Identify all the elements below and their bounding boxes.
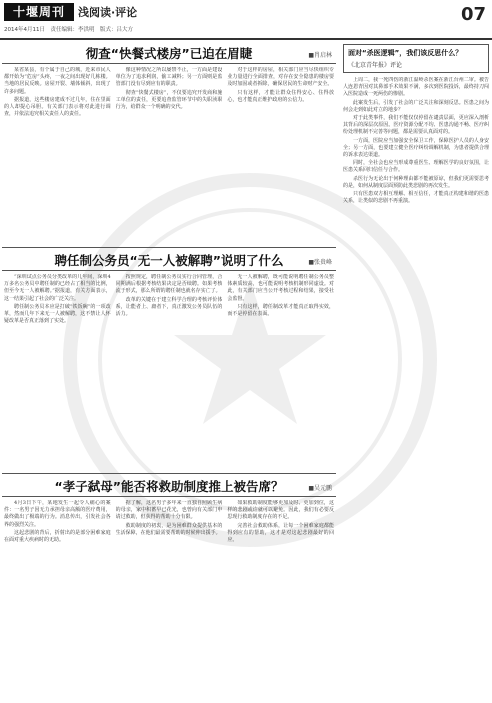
dateline: 2014年4月11日 责任编辑：李洪明 版式：吕大方 bbox=[4, 27, 133, 33]
article-columns bbox=[2, 500, 336, 545]
text-column bbox=[4, 67, 111, 119]
paragraph: 这起悲剧的背后，折射出的是部分困难家庭在面对重大疾病时的无助。 bbox=[4, 529, 111, 544]
divider bbox=[2, 247, 336, 248]
paragraph: 对于这样的房屋，相关部门应当尽快组织专业力量进行全面排查，对存在安全隐患的楼房要及时加固或者拆除，确保居民的生命财产安全。 bbox=[227, 67, 335, 88]
divider bbox=[2, 270, 336, 271]
article-columns bbox=[2, 274, 336, 326]
text-column bbox=[4, 274, 111, 326]
article-byline: ■肖启林 bbox=[308, 52, 332, 59]
text-column bbox=[116, 67, 223, 119]
article-header bbox=[2, 44, 336, 62]
text-column bbox=[4, 500, 111, 545]
paragraph: 只有这样，才能让群众住得安心、住得放心，也才能真正维护政府的公信力。 bbox=[227, 89, 335, 103]
masthead: 十堰周刊 bbox=[4, 3, 74, 21]
sidebar-source: 《北京青年报》评论 bbox=[348, 62, 403, 69]
article-1 bbox=[2, 44, 336, 239]
article-header bbox=[2, 251, 336, 269]
article-headline: “孝子弑母”能否将救助制度推上被告席？ bbox=[54, 479, 284, 494]
paragraph: 此案发生后，引发了社会的广泛关注和深刻反思。医患之间为何会走到如此对立的地步？ bbox=[343, 99, 489, 113]
article-byline: ■张贵峰 bbox=[308, 259, 332, 266]
paragraph: 无一人被解聘，既可能说明聘任制公务员整体素质较高，也可能说明考核机制形同虚设。对此，有关部门应当公开考核过程和结果，接受社会监督。 bbox=[227, 274, 335, 302]
article-header bbox=[2, 477, 336, 495]
article-columns bbox=[2, 67, 336, 119]
page-number: 07 bbox=[460, 4, 486, 25]
paragraph: 聘任制公务员本应是打破“铁饭碗”的一项改革，然而几年下来无一人被解聘，这不禁让人怀疑改革是否真正落到了实处。 bbox=[4, 303, 111, 325]
paragraph: 上周二，我一死四伤的浙江温岭杀医案在浙江台州二审。被告人连恩青因对其鼻部手术效果不满，多次到医院投诉，最终持刀闯入医院造成一死两伤的惨剧。 bbox=[343, 77, 489, 98]
article-3 bbox=[2, 472, 336, 699]
article-byline: ■吴元鹏 bbox=[308, 485, 332, 492]
article-headline: 彻查“快餐式楼房”已迫在眉睫 bbox=[85, 46, 253, 61]
paragraph: 一方面，医院应当加强安全保卫工作，保障医护人员的人身安全；另一方面，也要建立健全医疗纠纷调解机制，为患者提供合理的诉求表达渠道。 bbox=[343, 137, 489, 159]
paragraph: 改革的关键在于建立科学合理的考核评价体系，让能者上、庸者下，真正激发公务员队伍的活力。 bbox=[115, 296, 223, 318]
text-column bbox=[227, 274, 334, 326]
paragraph: 只有医患双方相互理解、相互信任，才能真正构建和谐的医患关系，让类似的悲剧不再重演。 bbox=[343, 191, 489, 205]
paragraph: 彻查“快餐式楼房”，不仅要追究开发商和施工单位的责任，更要追查监管环节中的失职渎职行为，给群众一个明确的交代。 bbox=[115, 89, 223, 111]
text-column bbox=[227, 500, 334, 545]
article-headline: 聘任制公务员“无一人被解聘”说明了什么 bbox=[54, 253, 284, 268]
paragraph: 同时，全社会也应当形成尊重医生、理解医学的良好氛围，让医患关系回归信任与合作。 bbox=[343, 160, 489, 174]
paragraph: 按照规定，聘任制公务员实行合同管理，合同期满后根据考核结果决定是否续聘。如果考核流于形式，那么所谓的聘任制也就名存实亡了。 bbox=[115, 274, 223, 295]
text-column bbox=[227, 67, 334, 119]
sidebar-headline: 面对“杀医逻辑”，我们该反思什么？ bbox=[348, 49, 463, 57]
text-column bbox=[116, 274, 223, 326]
page-header bbox=[0, 0, 492, 40]
paragraph: 据报道，这些楼房建成不过几年，住在里面的人却提心吊胆。有关部门表示将对此进行调查，并依法追究相关责任人的责任。 bbox=[4, 96, 111, 118]
text-column bbox=[116, 500, 223, 545]
paragraph: “深圳试点公务员分类改革的几年间，深圳4万多名公务员中聘任制的已经占了相当的比例，但至今无一人被解聘。”据报道，有关方面表示，这一结果引起了社会的广泛关注。 bbox=[4, 274, 111, 302]
sidebar-column bbox=[343, 44, 489, 699]
divider bbox=[2, 496, 336, 497]
paragraph: 完善社会救助体系，让每一个困难家庭都能得到应有的帮助，这才是对这起悲剧最好的回应。 bbox=[227, 522, 335, 544]
section-title: 浅阅读·评论 bbox=[78, 6, 138, 19]
paragraph: 救助制度的初衷，是为困难群众提供基本的生活保障，在他们最需要帮助的时候伸出援手。 bbox=[115, 522, 223, 536]
divider bbox=[2, 63, 336, 64]
paragraph: 像这种情况之所以屡禁不止，一方面是建设单位为了追求利润，偷工减料；另一方面则是监管部门没有尽到应有的职责。 bbox=[115, 67, 223, 88]
paragraph: 杀医行为无论出于何种理由都不能被原谅，但我们更需要思考的是，如何从制度层面预防此类悲剧的再次发生。 bbox=[343, 175, 489, 189]
paragraph: 据了解，这名男子多年来一直独自照顾生病的母亲，家中积蓄早已花光，也曾向有关部门申请过救助，但获得的帮助十分有限。 bbox=[115, 500, 223, 521]
paragraph: 4月3日下午，某地发生一起令人痛心的案件：一名男子因无力承担母亲高额的医疗费用，最终做出了极端的行为。消息传出，引发社会各界的强烈关注。 bbox=[4, 500, 111, 528]
main-column bbox=[2, 44, 336, 699]
sidebar-body bbox=[343, 77, 489, 669]
paragraph: 如果救助制度能够更加及时、更加到位，这样的悲剧或许就可以避免。因此，我们有必要反思现行救助制度存在的不足。 bbox=[227, 500, 335, 521]
sidebar-header-box bbox=[343, 44, 489, 73]
article-2 bbox=[2, 246, 336, 464]
divider bbox=[2, 473, 336, 474]
paragraph: 只有这样，聘任制改革才能真正取得实效，而不是停留在表面。 bbox=[227, 303, 335, 318]
paragraph: 某省某县，有个属于自己的城，近来市民人都开始为“危房”头疼，一夜之间出现好几栋楼。当地的居民反映。房屋开裂、墙体倾斜，出现了许多问题。 bbox=[4, 67, 111, 95]
paragraph: 对于此类事件，我们不能仅仅停留在谴责层面，更应深入剖析其背后的深层次原因。医疗资源分配不均、医患沟通不畅、医疗纠纷处理机制不完善等问题，都是需要认真面对的。 bbox=[343, 115, 489, 136]
